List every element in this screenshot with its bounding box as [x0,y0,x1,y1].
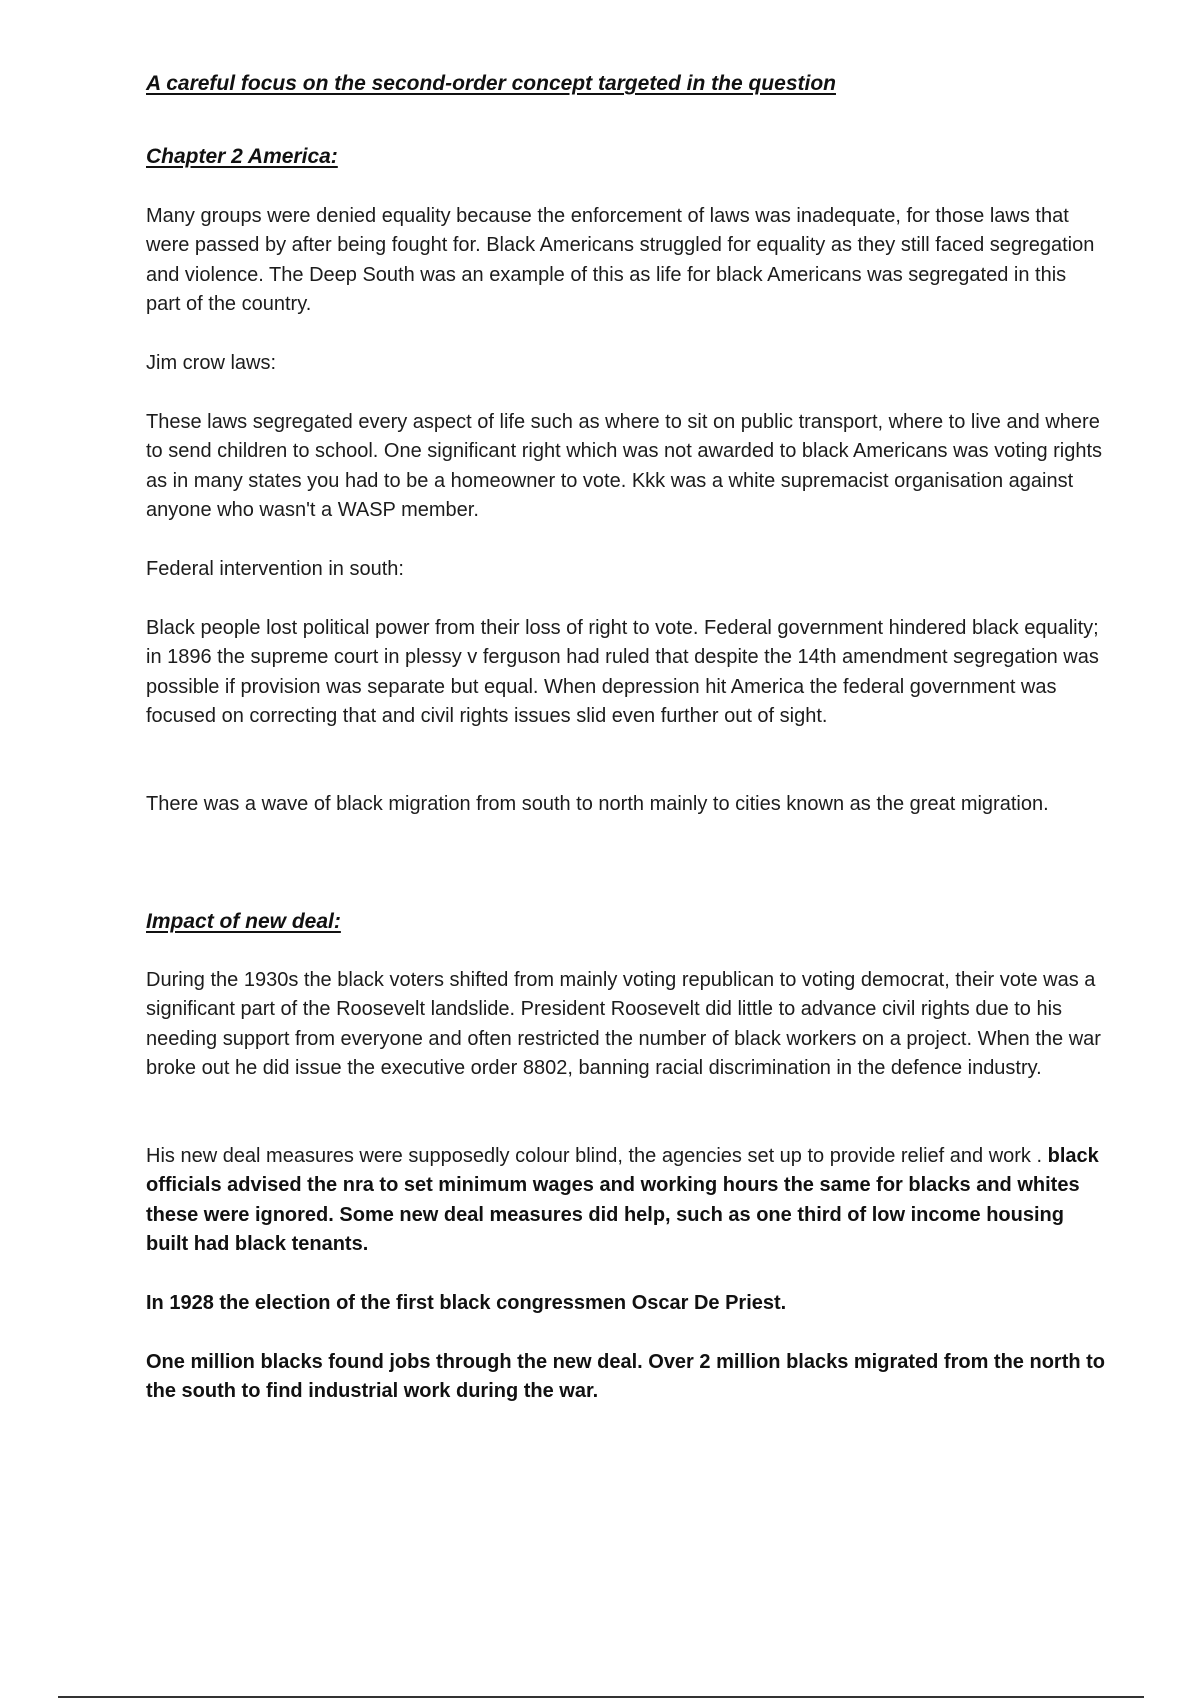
paragraph-new-deal-measures [146,1142,1106,1259]
paragraph-federal: Black people lost political power from their loss of right to vote. Federal government hindered black equality; in 1896 the supreme court in plessy v ferguson had ruled that despite the 14th amendment segregation was possible if provision was separate but equal. When depression hit America the federal government was focused on correcting that and civil rights issues slid even further out of sight. [146,617,1099,727]
new-deal-heading: Impact of new deal: [146,910,341,933]
paragraph-de-priest: In 1928 the election of the first black congressmen Oscar De Priest. [146,1292,787,1314]
paragraph-migration: There was a wave of black migration from south to north mainly to cities known as the great migration. [146,793,1049,815]
chapter-heading: Chapter 2 America: [146,145,338,168]
federal-intervention-label: Federal intervention in south: [146,558,404,580]
paragraph-equality: Many groups were denied equality because the enforcement of laws was inadequate, for those laws that were passed by after being fought for. Black Americans struggled for equality as they still faced segregation and violence. The Deep South was an example of this as life for black Americans was segregated in this part of the country. [146,205,1095,315]
new-deal-measures-bold: black officials advised the nra to set minimum wages and working hours the same for blacks and whites these were ignored. Some new deal measures did help, such as one third of low income housing built had black tenants. [146,1145,1099,1255]
paragraph-jim-crow: These laws segregated every aspect of life such as where to sit on public transport, where to live and where to send children to school. One significant right which was not awarded to black Americans was voting rights as in many states you had to be a homeowner to vote. Kkk was a white supremacist organisation against anyone who wasn't a WASP member. [146,411,1103,521]
paragraph-jobs-migration: One million blacks found jobs through the new deal. Over 2 million blacks migrated from the north to the south to find industrial work during the war. [146,1351,1106,1403]
footer-divider [58,1696,1144,1698]
new-deal-measures-regular: His new deal measures were supposedly colour blind, the agencies set up to provide relief and work . [146,1145,1048,1167]
jim-crow-label: Jim crow laws: [146,352,277,374]
main-heading: A careful focus on the second-order concept targeted in the question [146,72,836,95]
paragraph-black-voters: During the 1930s the black voters shifted from mainly voting republican to voting democrat, their vote was a significant part of the Roosevelt landslide. President Roosevelt did little to advance civil rights due to his needing support from everyone and often restricted the number of black workers on a project. When the war broke out he did issue the executive order 8802, banning racial discrimination in the defence industry. [146,969,1101,1079]
